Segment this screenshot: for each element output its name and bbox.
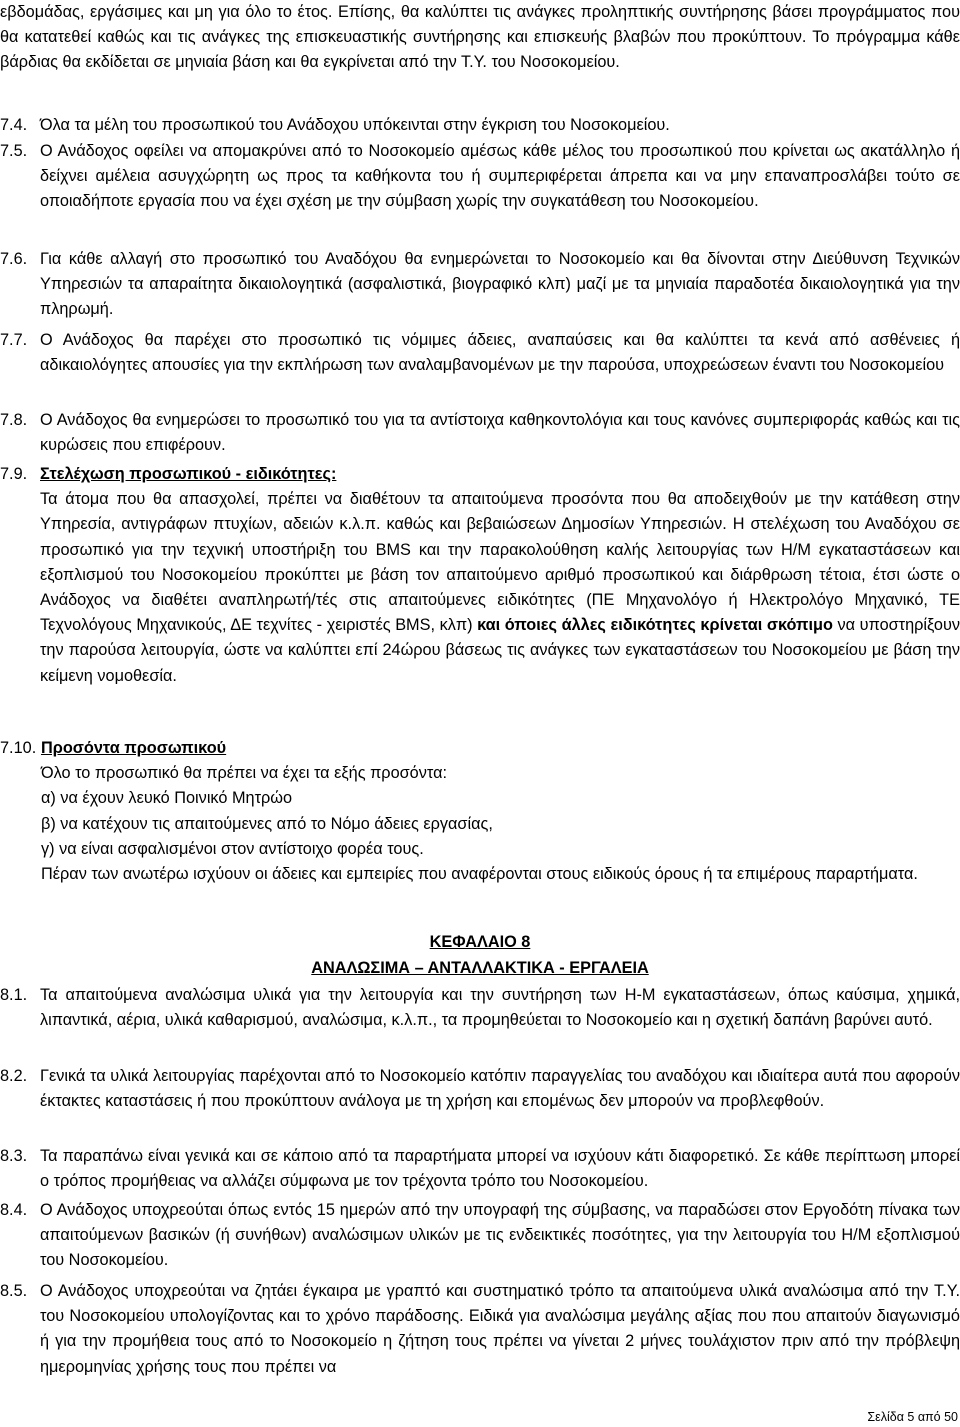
page-number: Σελίδα 5 από 50 bbox=[867, 1410, 958, 1424]
section-text: Ο Ανάδοχος υποχρεούται να ζητάει έγκαιρα με γραπτό και συστηματικό τρόπο τα απαιτούμενα υλικά αναλώσιμα από την Τ.Υ. του Νοσοκομείου υπολογίζοντας και το χρόνο παράδοσης. Ειδικά για αναλώσιμα μεγάλης αξίας που που απαιτούν διαγωνισμό ή για την προμήθεια τους από το Νοσοκομείο η ζήτηση τους πρέπει να γίνεται 2 μήνες τουλάχιστον πριν από την πρόβλεψη ημερομηνίας χρήσης τους που πρέπει να bbox=[40, 1282, 960, 1376]
qualification-item-a: α) να έχουν λευκό Ποινικό Μητρώο bbox=[41, 789, 293, 808]
qualification-item-b: β) να κατέχουν τις απαιτούμενες από το Νόμο άδειες εργασίας, bbox=[41, 814, 493, 833]
section-7-10 bbox=[0, 736, 960, 887]
section-8-2 bbox=[0, 1064, 960, 1114]
section-7-6 bbox=[0, 247, 960, 323]
section-8-5 bbox=[0, 1279, 960, 1380]
section-text: Τα παραπάνω είναι γενικά και σε κάποιο από τα παραρτήματα μπορεί να ισχύουν κάτι διαφορετικό. Σε κάθε περίπτωση μπορεί ο τρόπος προμήθειας να αλλάζει σύμφωνα με τον τρέχοντα τρόπο του Νοσοκομείου. bbox=[40, 1147, 960, 1191]
section-number: 8.4. bbox=[0, 1201, 28, 1219]
section-7-9 bbox=[0, 462, 960, 689]
section-title: Στελέχωση προσωπικού - ειδικότητες: bbox=[40, 465, 337, 483]
section-text-a: Τα άτομα που θα απασχολεί, πρέπει να διαθέτουν τα απαιτούμενα προσόντα που θα αποδειχθούν με την κατάθεση στην Υπηρεσία, αντιγράφων πτυχίων, αδειών κ.λ.π. καθώς και βεβαιώσεων Δημοσίων Υπηρεσιών. Η στελέχωση του Αναδόχου σε προσωπικό για την τεχνική υποστήριξη του BMS και την παρακολούθηση καλής λειτουργίας των Η/Μ εγκαταστάσεων και εξοπλισμού του Νοσοκομείου προκύπτει με βάση τον απαιτούμενο αριθμό προσωπικού και διάρθρωση τέτοια, έτσι ώστε ο Ανάδοχος να διαθέτει αναπληρωτή/τές στις απαιτούμενες ειδικότητες (ΠΕ Μηχανολόγο ή Ηλεκτρολόγο Μηχανικό, ΤΕ Τεχνολόγους Μηχανικούς, ΔΕ τεχνίτες - χειριστές BMS, κλπ) bbox=[40, 490, 960, 635]
section-number: 8.5. bbox=[0, 1282, 28, 1300]
section-text: Γενικά τα υλικά λειτουργίας παρέχονται από το Νοσοκομείο κατόπιν παραγγελίας του αναδόχου και ιδιαίτερα αυτά που αφορούν έκτακτες καταστάσεις ή που προκύπτουν ανάλογα με τη χρήση και επομένως δεν μπορούν να προβλεφθούν. bbox=[40, 1067, 960, 1111]
section-7-4 bbox=[0, 113, 960, 138]
section-number: 7.6. bbox=[0, 250, 28, 268]
section-7-7 bbox=[0, 328, 960, 378]
section-7-5 bbox=[0, 139, 960, 215]
section-text-bold: και όποιες άλλες ειδικότητες κρίνεται σκόπιμο bbox=[472, 616, 833, 635]
section-number: 7.10. bbox=[0, 739, 37, 757]
section-8-1 bbox=[0, 983, 960, 1033]
intro-text: εβδομάδας, εργάσιμες και μη για όλο το έτος. Επίσης, θα καλύπτει τις ανάγκες προληπτικής συντήρησης βάσει προγράμματος που θα κατατεθεί καθώς και τις ανάγκες της επισκευαστικής συντήρησης και επισκευής βλαβών που προκύπτουν. Το πρόγραμμα κάθε βάρδιας θα εκδίδεται σε μηνιαία βάση και θα εγκρίνεται από την Τ.Υ. του Νοσοκομείου. bbox=[0, 3, 960, 72]
section-number: 8.2. bbox=[0, 1067, 28, 1085]
qualifications-tail: Πέραν των ανωτέρω ισχύουν οι άδειες και εμπειρίες που αναφέρονται στους ειδικούς όρους ή τα επιμέρους παραρτήματα. bbox=[41, 865, 918, 884]
section-text-b: να υποστηρίξουν την παρούσα λειτουργία, ώστε να καλύπτει επί 24ώρου βάσεως τις ανάγκες των εγκαταστάσεων του Νοσοκομείου με βάση την κείμενη νομοθεσία. bbox=[40, 616, 960, 685]
section-number: 7.8. bbox=[0, 411, 28, 429]
section-number: 7.7. bbox=[0, 331, 28, 349]
chapter-title: ΚΕΦΑΛΑΙΟ 8 bbox=[429, 933, 531, 951]
section-text bbox=[40, 487, 960, 689]
section-text: Ο Ανάδοχος υποχρεούται όπως εντός 15 ημερών από την υπογραφή της σύμβασης, να παραδώσει στον Εργοδότη πίνακα των απαιτούμενων βασικών (ή συνήθων) αναλώσιμων υλικών με τις ενδεικτικές ποσότητες, για την λειτουργία του Η/Μ εξοπλισμού του Νοσοκομείου. bbox=[40, 1201, 960, 1270]
section-number: 7.5. bbox=[0, 142, 28, 160]
section-7-8 bbox=[0, 408, 960, 458]
section-number: 7.9. bbox=[0, 465, 28, 483]
section-number: 8.3. bbox=[0, 1147, 28, 1165]
section-text: Τα απαιτούμενα αναλώσιμα υλικά για την λειτουργία και την συντήρηση των Η-Μ εγκαταστάσεων, όπως καύσιμα, χημικά, λιπαντικά, αέρια, υλικά καθαρισμού, αναλώσιμα, κ.λ.π., τα προμηθεύεται το Νοσοκομείο και η σχετική δαπάνη βαρύνει αυτό. bbox=[40, 986, 960, 1030]
section-text: Ο Ανάδοχος οφείλει να απομακρύνει από το Νοσοκομείο αμέσως κάθε μέλος του προσωπικού που κρίνεται ως ακατάλληλο ή δείχνει αμέλεια ασυγχώρητη ως προς τα καθήκοντα του ή συμπεριφέρεται άπρεπα και να μην επαναπροσλάβει τούτο σε οποιαδήποτε εργασία που να έχει σχέση με την σύμβαση χωρίς την συγκατάθεση του Νοσοκομείου. bbox=[40, 142, 960, 211]
section-text: Όλα τα μέλη του προσωπικού του Ανάδοχου υπόκεινται στην έγκριση του Νοσοκομείου. bbox=[40, 116, 670, 134]
section-text: Ο Ανάδοχος θα ενημερώσει το προσωπικό του για τα αντίστοιχα καθηκοντολόγια και τους κανόνες συμπεριφοράς καθώς και τις κυρώσεις που επιφέρουν. bbox=[40, 411, 960, 455]
chapter-subtitle: ΑΝΑΛΩΣΙΜΑ – ΑΝΤΑΛΛΑΚΤΙΚΑ - ΕΡΓΑΛΕΙΑ bbox=[311, 959, 649, 977]
qualification-item-c: γ) να είναι ασφαλισμένοι στον αντίστοιχο φορέα τους. bbox=[41, 839, 424, 858]
qualifications-lead: Όλο το προσωπικό θα πρέπει να έχει τα εξής προσόντα: bbox=[41, 764, 448, 783]
section-8-3 bbox=[0, 1144, 960, 1194]
section-number: 7.4. bbox=[0, 116, 28, 134]
section-text: Ο Ανάδοχος θα παρέχει στο προσωπικό τις νόμιμες άδειες, αναπαύσεις και θα καλύπτει τα κενά από ασθένειες ή αδικαιολόγητες απουσίες για την εκπλήρωση των αναλαμβανομένων με την παρούσα, υποχρεώσεων έναντι του Νοσοκομείου bbox=[40, 331, 960, 375]
intro-paragraph bbox=[0, 0, 960, 76]
section-number: 8.1. bbox=[0, 986, 28, 1004]
section-title: Προσόντα προσωπικού bbox=[41, 739, 227, 757]
section-text: Για κάθε αλλαγή στο προσωπικό του Αναδόχου θα ενημερώνεται το Νοσοκομείο και θα δίνονται στην Διεύθυνση Τεχνικών Υπηρεσιών τα απαραίτητα δικαιολογητικά (ασφαλιστικά, βιογραφικό κλπ) μαζί με τα μηνιαία παραδοτέα δικαιολογητικά για την πληρωμή. bbox=[40, 250, 960, 319]
section-8-4 bbox=[0, 1198, 960, 1274]
